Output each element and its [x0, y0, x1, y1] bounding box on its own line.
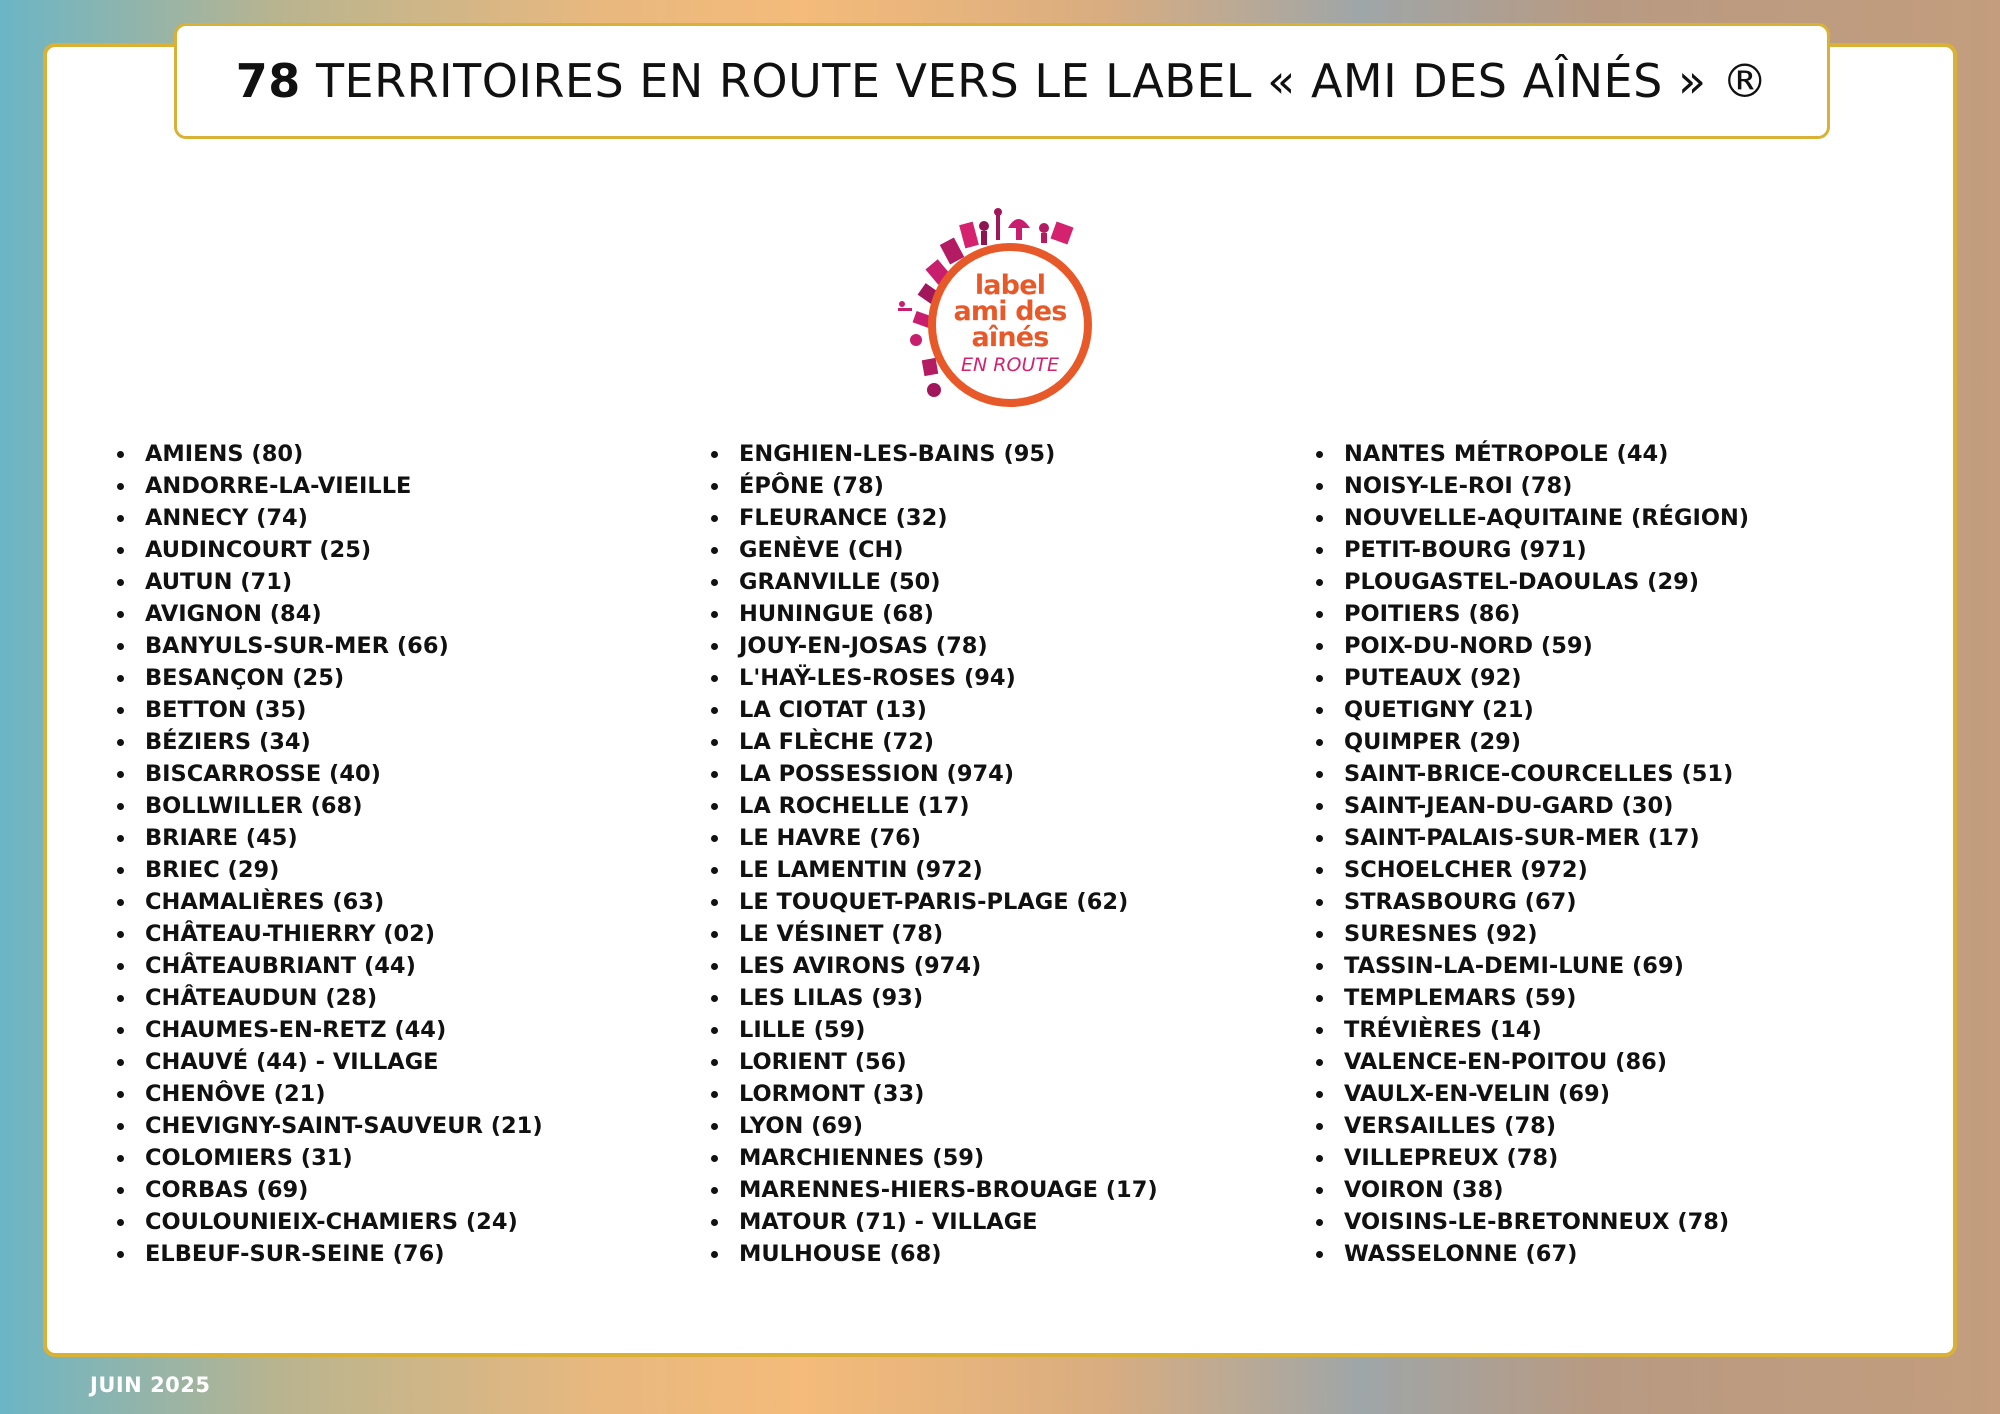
list-item [117, 982, 543, 1014]
list-item [711, 790, 1158, 822]
bullet-icon [117, 899, 124, 906]
bullet-icon [1316, 803, 1323, 810]
list-item [1316, 726, 1749, 758]
bullet-icon [117, 771, 124, 778]
list-item [117, 598, 543, 630]
bullet-icon [711, 963, 718, 970]
list-item [1316, 1174, 1749, 1206]
bullet-icon [711, 579, 718, 586]
territory-name: TRÉVIÈRES (14) [1344, 1017, 1542, 1043]
territory-name: BÉZIERS (34) [145, 729, 311, 755]
list-item [711, 1046, 1158, 1078]
territory-name: VERSAILLES (78) [1344, 1113, 1557, 1139]
bullet-icon [711, 483, 718, 490]
territory-name: SURESNES (92) [1344, 921, 1538, 947]
bullet-icon [1316, 1155, 1323, 1162]
territory-name: CHÂTEAUBRIANT (44) [145, 953, 416, 979]
territory-name: MULHOUSE (68) [739, 1241, 942, 1267]
bullet-icon [1316, 931, 1323, 938]
territory-name: VALENCE-EN-POITOU (86) [1344, 1049, 1668, 1075]
bullet-icon [117, 483, 124, 490]
territory-name: NOISY-LE-ROI (78) [1344, 473, 1573, 499]
territory-list-column-1 [117, 438, 543, 1270]
territory-name: BRIARE (45) [145, 825, 298, 851]
territory-name: TASSIN-LA-DEMI-LUNE (69) [1344, 953, 1684, 979]
list-item [1316, 1238, 1749, 1270]
title-box [174, 23, 1830, 139]
bullet-icon [1316, 643, 1323, 650]
list-item [711, 1078, 1158, 1110]
territory-name: BISCARROSSE (40) [145, 761, 381, 787]
territory-name: VAULX-EN-VELIN (69) [1344, 1081, 1611, 1107]
list-item [1316, 1142, 1749, 1174]
territory-name: ENGHIEN-LES-BAINS (95) [739, 441, 1056, 467]
bullet-icon [117, 675, 124, 682]
bullet-icon [711, 867, 718, 874]
territory-name: SAINT-BRICE-COURCELLES (51) [1344, 761, 1734, 787]
bullet-icon [1316, 739, 1323, 746]
logo-text-en-route: EN ROUTE [961, 353, 1059, 376]
list-item [711, 918, 1158, 950]
logo-text-ami-des: ami des [953, 295, 1067, 327]
territory-name: WASSELONNE (67) [1344, 1241, 1578, 1267]
bullet-icon [117, 1027, 124, 1034]
territory-name: BOLLWILLER (68) [145, 793, 363, 819]
territory-name: POITIERS (86) [1344, 601, 1521, 627]
bullet-icon [117, 547, 124, 554]
list-item [117, 950, 543, 982]
territory-name: ÉPÔNE (78) [739, 473, 884, 499]
bullet-icon [1316, 483, 1323, 490]
list-item [117, 1110, 543, 1142]
list-item [117, 822, 543, 854]
territory-name: JOUY-EN-JOSAS (78) [739, 633, 988, 659]
bullet-icon [1316, 771, 1323, 778]
title-text: TERRITOIRES EN ROUTE VERS LE LABEL « AMI DES AÎNÉS » ® [315, 54, 1769, 108]
bullet-icon [117, 1059, 124, 1066]
territory-name: CHAMALIÈRES (63) [145, 889, 385, 915]
list-item [711, 598, 1158, 630]
list-item [117, 1014, 543, 1046]
list-item [1316, 566, 1749, 598]
list-item [711, 886, 1158, 918]
bullet-icon [1316, 995, 1323, 1002]
territory-name: LA ROCHELLE (17) [739, 793, 970, 819]
bullet-icon [711, 1123, 718, 1130]
bullet-icon [117, 707, 124, 714]
list-item [711, 1110, 1158, 1142]
bullet-icon [117, 451, 124, 458]
territory-name: ELBEUF-SUR-SEINE (76) [145, 1241, 445, 1267]
list-item [1316, 438, 1749, 470]
territory-name: BANYULS-SUR-MER (66) [145, 633, 449, 659]
territory-name: QUETIGNY (21) [1344, 697, 1534, 723]
territory-name: CHEVIGNY-SAINT-SAUVEUR (21) [145, 1113, 543, 1139]
bullet-icon [711, 451, 718, 458]
bullet-icon [1316, 451, 1323, 458]
territory-name: CHÂTEAUDUN (28) [145, 985, 378, 1011]
bullet-icon [1316, 547, 1323, 554]
bullet-icon [1316, 1091, 1323, 1098]
bullet-icon [711, 707, 718, 714]
list-item [117, 1238, 543, 1270]
list-item [1316, 694, 1749, 726]
bullet-icon [117, 835, 124, 842]
territory-name: PUTEAUX (92) [1344, 665, 1522, 691]
bullet-icon [711, 1251, 718, 1258]
list-item [711, 1174, 1158, 1206]
bullet-icon [1316, 707, 1323, 714]
territory-name: NOUVELLE-AQUITAINE (RÉGION) [1344, 505, 1750, 531]
page-title [236, 54, 1768, 108]
list-item [711, 1206, 1158, 1238]
territory-name: CHENÔVE (21) [145, 1081, 326, 1107]
territory-name: LORIENT (56) [739, 1049, 907, 1075]
territory-name: FLEURANCE (32) [739, 505, 948, 531]
territory-name: LA POSSESSION (974) [739, 761, 1015, 787]
list-item [117, 1142, 543, 1174]
bullet-icon [1316, 579, 1323, 586]
territory-name: CHAUMES-EN-RETZ (44) [145, 1017, 447, 1043]
territory-name: CORBAS (69) [145, 1177, 309, 1203]
list-item [711, 534, 1158, 566]
territory-name: LES LILAS (93) [739, 985, 924, 1011]
list-item [117, 694, 543, 726]
list-item [1316, 662, 1749, 694]
bullet-icon [1316, 867, 1323, 874]
bullet-icon [711, 1187, 718, 1194]
list-item [1316, 822, 1749, 854]
territory-name: AUTUN (71) [145, 569, 293, 595]
bullet-icon [117, 1251, 124, 1258]
territory-name: VILLEPREUX (78) [1344, 1145, 1559, 1171]
bullet-icon [711, 1059, 718, 1066]
territory-name: HUNINGUE (68) [739, 601, 934, 627]
bullet-icon [117, 1091, 124, 1098]
list-item [117, 790, 543, 822]
bullet-icon [117, 1155, 124, 1162]
territory-name: BESANÇON (25) [145, 665, 345, 691]
territory-name: LE HAVRE (76) [739, 825, 922, 851]
list-item [1316, 950, 1749, 982]
bullet-icon [711, 1091, 718, 1098]
bullet-icon [711, 643, 718, 650]
bullet-icon [711, 611, 718, 618]
list-item [1316, 630, 1749, 662]
list-item [117, 630, 543, 662]
bullet-icon [1316, 1251, 1323, 1258]
bullet-icon [1316, 675, 1323, 682]
bullet-icon [711, 835, 718, 842]
list-item [117, 438, 543, 470]
list-item [1316, 1046, 1749, 1078]
list-item [117, 502, 543, 534]
list-item [117, 662, 543, 694]
territory-name: LILLE (59) [739, 1017, 866, 1043]
list-item [117, 758, 543, 790]
list-item [1316, 1206, 1749, 1238]
bullet-icon [711, 675, 718, 682]
territory-name: SAINT-JEAN-DU-GARD (30) [1344, 793, 1674, 819]
bullet-icon [117, 963, 124, 970]
bullet-icon [1316, 963, 1323, 970]
bullet-icon [711, 515, 718, 522]
territory-name: LE LAMENTIN (972) [739, 857, 983, 883]
territory-name: TEMPLEMARS (59) [1344, 985, 1577, 1011]
bullet-icon [1316, 1219, 1323, 1226]
bullet-icon [711, 547, 718, 554]
territory-name: LE TOUQUET-PARIS-PLAGE (62) [739, 889, 1129, 915]
bullet-icon [1316, 835, 1323, 842]
bullet-icon [117, 931, 124, 938]
bullet-icon [711, 1155, 718, 1162]
territory-name: MARENNES-HIERS-BROUAGE (17) [739, 1177, 1158, 1203]
territory-name: LE VÉSINET (78) [739, 921, 944, 947]
logo-text-label: label [974, 269, 1046, 301]
territory-name: STRASBOURG (67) [1344, 889, 1577, 915]
list-item [711, 726, 1158, 758]
bullet-icon [711, 771, 718, 778]
territory-name: PLOUGASTEL-DAOULAS (29) [1344, 569, 1700, 595]
list-item [711, 1142, 1158, 1174]
list-item [1316, 790, 1749, 822]
territory-name: LORMONT (33) [739, 1081, 925, 1107]
territory-name: SCHOELCHER (972) [1344, 857, 1588, 883]
footer-date: JUIN 2025 [90, 1373, 211, 1397]
list-item [117, 918, 543, 950]
bullet-icon [117, 579, 124, 586]
bullet-icon [1316, 1059, 1323, 1066]
territory-list-column-3 [1316, 438, 1749, 1270]
list-item [1316, 1078, 1749, 1110]
list-item [1316, 886, 1749, 918]
list-item [711, 438, 1158, 470]
territory-name: BRIEC (29) [145, 857, 280, 883]
bullet-icon [117, 515, 124, 522]
territory-name: GRANVILLE (50) [739, 569, 941, 595]
list-item [1316, 598, 1749, 630]
territory-name: MATOUR (71) - VILLAGE [739, 1209, 1038, 1235]
label-logo [878, 180, 1118, 405]
territory-name: LA FLÈCHE (72) [739, 729, 935, 755]
bullet-icon [1316, 611, 1323, 618]
list-item [1316, 534, 1749, 566]
bullet-icon [711, 1027, 718, 1034]
list-item [117, 566, 543, 598]
territory-name: AMIENS (80) [145, 441, 304, 467]
list-item [117, 854, 543, 886]
list-item [711, 502, 1158, 534]
list-item [711, 982, 1158, 1014]
list-item [1316, 502, 1749, 534]
territory-name: CHAUVÉ (44) - VILLAGE [145, 1049, 439, 1075]
bullet-icon [117, 803, 124, 810]
bullet-icon [117, 643, 124, 650]
list-item [711, 630, 1158, 662]
bullet-icon [1316, 1187, 1323, 1194]
list-item [117, 1046, 543, 1078]
list-item [117, 726, 543, 758]
list-item [1316, 1014, 1749, 1046]
list-item [1316, 854, 1749, 886]
list-item [1316, 1110, 1749, 1142]
territory-name: AVIGNON (84) [145, 601, 322, 627]
territory-name: VOIRON (38) [1344, 1177, 1504, 1203]
bullet-icon [711, 739, 718, 746]
bullet-icon [1316, 899, 1323, 906]
list-item [117, 1078, 543, 1110]
bullet-icon [117, 1187, 124, 1194]
bullet-icon [117, 867, 124, 874]
list-item [711, 854, 1158, 886]
bullet-icon [711, 931, 718, 938]
list-item [117, 470, 543, 502]
territory-name: L'HAŸ-LES-ROSES (94) [739, 665, 1016, 691]
territory-name: COLOMIERS (31) [145, 1145, 353, 1171]
bullet-icon [117, 995, 124, 1002]
territory-name: VOISINS-LE-BRETONNEUX (78) [1344, 1209, 1730, 1235]
list-item [1316, 758, 1749, 790]
list-item [711, 1014, 1158, 1046]
territory-name: ANDORRE-LA-VIEILLE [145, 473, 412, 499]
bullet-icon [1316, 1123, 1323, 1130]
bullet-icon [1316, 1027, 1323, 1034]
list-item [117, 1174, 543, 1206]
territory-name: BETTON (35) [145, 697, 307, 723]
list-item [711, 950, 1158, 982]
list-item [1316, 982, 1749, 1014]
territory-name: NANTES MÉTROPOLE (44) [1344, 441, 1669, 467]
bullet-icon [117, 739, 124, 746]
bullet-icon [1316, 515, 1323, 522]
list-item [117, 534, 543, 566]
list-item [711, 470, 1158, 502]
bullet-icon [711, 899, 718, 906]
territory-name: LYON (69) [739, 1113, 863, 1139]
territory-name: LA CIOTAT (13) [739, 697, 927, 723]
list-item [117, 886, 543, 918]
territory-name: QUIMPER (29) [1344, 729, 1522, 755]
list-item [711, 1238, 1158, 1270]
list-item [711, 758, 1158, 790]
territory-name: POIX-DU-NORD (59) [1344, 633, 1593, 659]
list-item [711, 662, 1158, 694]
territory-name: COULOUNIEIX-CHAMIERS (24) [145, 1209, 518, 1235]
territory-name: PETIT-BOURG (971) [1344, 537, 1587, 563]
list-item [1316, 470, 1749, 502]
bullet-icon [711, 803, 718, 810]
list-item [711, 566, 1158, 598]
territory-name: AUDINCOURT (25) [145, 537, 372, 563]
bullet-icon [117, 611, 124, 618]
territory-name: ANNECY (74) [145, 505, 308, 531]
territory-count: 78 [235, 54, 301, 108]
territory-name: MARCHIENNES (59) [739, 1145, 985, 1171]
bullet-icon [117, 1123, 124, 1130]
bullet-icon [117, 1219, 124, 1226]
logo-text-aines: aînés [971, 321, 1049, 353]
list-item [1316, 918, 1749, 950]
bullet-icon [711, 995, 718, 1002]
bullet-icon [711, 1219, 718, 1226]
territory-name: CHÂTEAU-THIERRY (02) [145, 921, 436, 947]
logo-badge [928, 243, 1092, 407]
list-item [711, 694, 1158, 726]
territory-name: SAINT-PALAIS-SUR-MER (17) [1344, 825, 1700, 851]
territory-name: GENÈVE (CH) [739, 537, 904, 563]
territory-name: LES AVIRONS (974) [739, 953, 982, 979]
list-item [711, 822, 1158, 854]
list-item [117, 1206, 543, 1238]
territory-list-column-2 [711, 438, 1158, 1270]
